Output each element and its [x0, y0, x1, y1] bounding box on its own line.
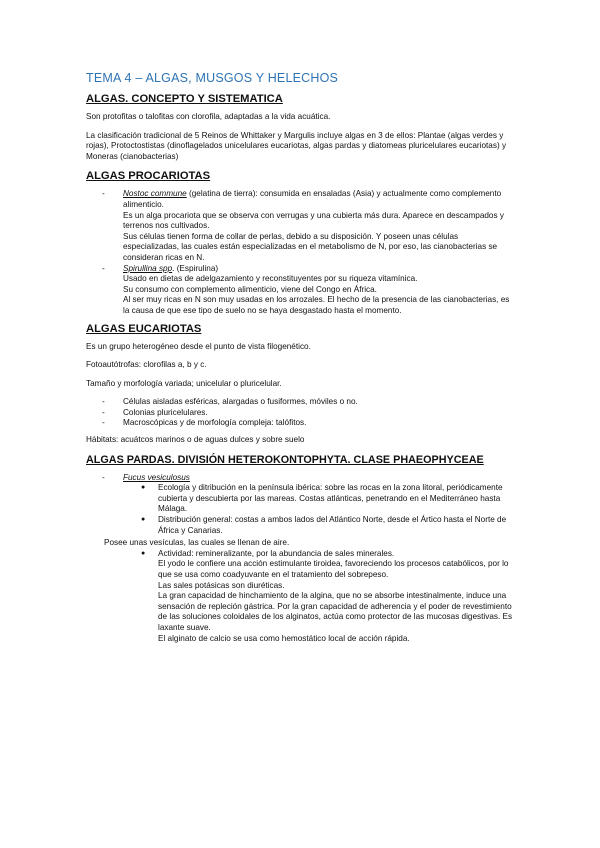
bullet-marker: ● [141, 516, 146, 524]
species-name: Fucus vesiculosus [123, 472, 190, 482]
heading-concepto: ALGAS. CONCEPTO Y SISTEMATICA [86, 93, 283, 105]
item-text: Células aisladas esféricas, alargadas o fusiformes, móviles o no. [123, 397, 358, 407]
fucus-bullets [121, 483, 516, 536]
heading-eucariotas: ALGAS EUCARIOTAS [86, 322, 202, 335]
item-text: . (Espirulina) [172, 263, 219, 273]
bullet-item-ecologia [121, 483, 516, 515]
item-text: Macroscópicas y de morfología compleja: talófitos. [123, 418, 307, 428]
list-item-fucus [86, 473, 516, 537]
dash-marker: - [102, 189, 105, 199]
bullet-text: La gran capacidad de hinchamiento de la algina, que no se absorbe intestinalmente, induce una sensación de repleción gástrica. Por la gran capacidad de adherencia y el poder de revestimiento de las soluciones coloidales de los alginatos, actúa como protector de las mucosas digestivas. Es laxante suave. [158, 591, 513, 632]
bullet-marker: ● [141, 484, 146, 492]
dash-marker: - [102, 472, 105, 482]
list-item [86, 408, 516, 419]
list-item-spirulina [86, 264, 516, 317]
dash-marker: - [102, 407, 105, 417]
eucariotas-list [86, 397, 516, 429]
bullet-text: El yodo le confiere una acción estimulante tiroidea, favoreciendo los procesos catabólicos, por lo que se usa como coadyuvante en el tratamiento del sobrepeso. [158, 559, 509, 579]
list-item [86, 418, 516, 429]
item-text: (gelatina de tierra): consumida en ensaladas (Asia) y actualmente como complemento alimenticio. [123, 189, 502, 209]
bullet-item-distribucion [121, 515, 516, 536]
document-page [86, 62, 516, 644]
procariotas-list [86, 189, 516, 316]
bullet-text: Las sales potásicas son diuréticas. [158, 580, 285, 590]
item-text: Su consumo con complemento alimenticio, viene del Congo en África. [123, 284, 377, 294]
bullet-text: Distribución general: costas a ambos lados del Atlántico Norte, desde el Ártico hasta el Norte de África y Canarias. [158, 515, 507, 535]
paragraph-clasificacion: La clasificación tradicional de 5 Reinos de Whittaker y Margulis incluye algas en 3 de ellos: Plantae (algas verdes y rojas), Protoctostistas (dinoflagelados unicelulares eucariotas, algas pardas y diatomeas pluricelulares eucariotas) y Moneras (cianobacterias) [86, 130, 507, 161]
item-text: Al ser muy ricas en N son muy usadas en los arrozales. El hecho de la presencia de las cianobacterias, es la causa de que ese tipo de suelo no se haya desgastado hasta el momento. [123, 295, 510, 315]
item-text: Usado en dietas de adelgazamiento y reconstituyentes por su riqueza vitamínica. [123, 274, 418, 284]
pardas-list [86, 473, 516, 537]
item-text: Es un alga procariota que se observa con verrugas y una cubierta más dura. Aparece en descampados y terrenos nos cultivados. [123, 210, 504, 231]
bullet-marker: ● [141, 549, 146, 557]
heading-procariotas: ALGAS PROCARIOTAS [86, 170, 211, 183]
bullet-text: El alginato de calcio se usa como hemostático local de acción rápida. [158, 633, 410, 643]
list-item [86, 397, 516, 408]
paragraph-definicion: Son protofitas o talofitas con clorofila, adaptadas a la vida acuática. [86, 112, 331, 121]
paragraph-grupo: Es un grupo heterogéneo desde el punto de vista filogenético. [86, 341, 311, 351]
list-item-nostoc [86, 189, 516, 263]
dash-marker: - [102, 418, 105, 428]
actividad-bullets [121, 549, 516, 644]
paragraph-habitats: Hábitats: acuátcos marinos o de aguas dulces y sobre suelo [86, 435, 305, 445]
paragraph-vesiculas: Posee unas vesículas, las cuales se llenan de aire. [104, 538, 290, 548]
species-name: Nostoc commune [123, 189, 187, 199]
dash-marker: - [102, 397, 105, 407]
item-text: Sus células tienen forma de collar de perlas, debido a su disposición. Y poseen unas células especializadas, las cuales están especializadas en el metabolismo de N, por eso, las cianobacterias se consideran ricas en N. [123, 231, 498, 262]
bullet-text: Actividad: remineralizante, por la abundancia de sales minerales. [158, 548, 395, 558]
dash-marker: - [102, 263, 105, 273]
paragraph-tamano: Tamaño y morfología variada; unicelular o pluricelular. [86, 378, 282, 388]
document-title: TEMA 4 – ALGAS, MUSGOS Y HELECHOS [86, 71, 339, 85]
heading-algas-pardas: ALGAS PARDAS. DIVISIÓN HETEROKONTOPHYTA. CLASE PHAEOPHYCEAE [86, 453, 484, 466]
species-name: Spirullina spp [123, 263, 173, 273]
item-text: Colonias pluricelulares. [123, 407, 208, 417]
bullet-text: Ecología y ditribución en la península ibérica: sobre las rocas en la zona litoral, periódicamente cubierta y descubierta por las mareas. Costas atlánticas, penetrando en el Mediterráneo hasta Málaga. [158, 483, 503, 514]
paragraph-fotoautotrofas: Fotoautótrofas: clorofilas a, b y c. [86, 360, 207, 370]
bullet-item-actividad [121, 549, 516, 644]
